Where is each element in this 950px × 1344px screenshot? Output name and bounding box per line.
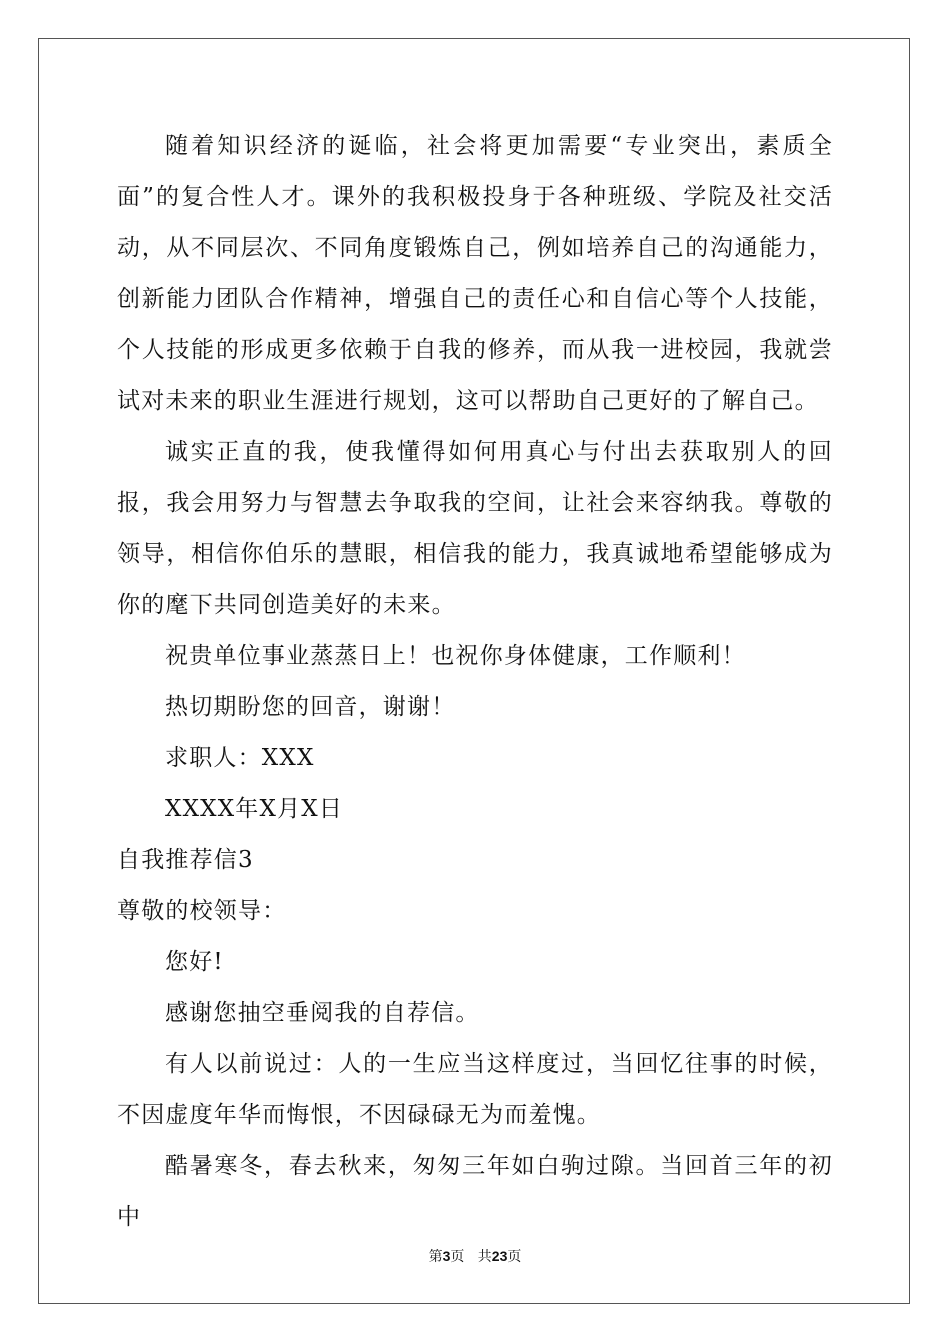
- paragraph: 祝贵单位事业蒸蒸日上！也祝你身体健康，工作顺利！: [165, 643, 746, 669]
- paragraph: 诚实正直的我，使我懂得如何用真心与付出去获取别人的回报，我会用努力与智慧去争取我的空间，让社会来容纳我。尊敬的领导，相信你伯乐的慧眼，相信我的能力，我真诚地希望能够成为你的麾下共同创造美好的未来。: [117, 439, 833, 618]
- greeting: 您好!: [165, 949, 224, 975]
- total-pages: 23: [491, 1248, 508, 1264]
- document-body: [117, 121, 833, 1243]
- paragraph: 有人以前说过：人的一生应当这样度过，当回忆往事的时候，不因虚度年华而悔恨，不因碌碌无为而羞愧。: [117, 1051, 833, 1128]
- page-suffix: 页: [450, 1249, 465, 1265]
- page-prefix: 第: [428, 1249, 443, 1265]
- signature-date: XXXX年X月X日: [165, 796, 344, 822]
- page-number: 3: [442, 1248, 451, 1264]
- total-prefix: 共: [477, 1249, 492, 1265]
- paragraph: 热切期盼您的回音，谢谢！: [165, 694, 456, 720]
- total-suffix: 页: [507, 1249, 522, 1265]
- paragraph: 感谢您抽空垂阅我的自荐信。: [165, 1000, 480, 1026]
- paragraph: 酷暑寒冬，春去秋来，匆匆三年如白驹过隙。当回首三年的初中: [117, 1153, 833, 1230]
- signature-applicant: 求职人：XXX: [165, 745, 315, 771]
- section-heading: 自我推荐信3: [117, 847, 254, 873]
- page-footer: [0, 1247, 950, 1266]
- paragraph: 随着知识经济的诞临，社会将更加需要“专业突出，素质全面”的复合性人才。课外的我积极投身于各种班级、学院及社交活动，从不同层次、不同角度锻炼自己，例如培养自己的沟通能力，创新能力团队合作精神，增强自己的责任心和自信心等个人技能，个人技能的形成更多依赖于自我的修养，而从我一进校园，我就尝试对未来的职业生涯进行规划，这可以帮助自己更好的了解自己。: [117, 133, 833, 414]
- salutation: 尊敬的校领导：: [117, 898, 287, 924]
